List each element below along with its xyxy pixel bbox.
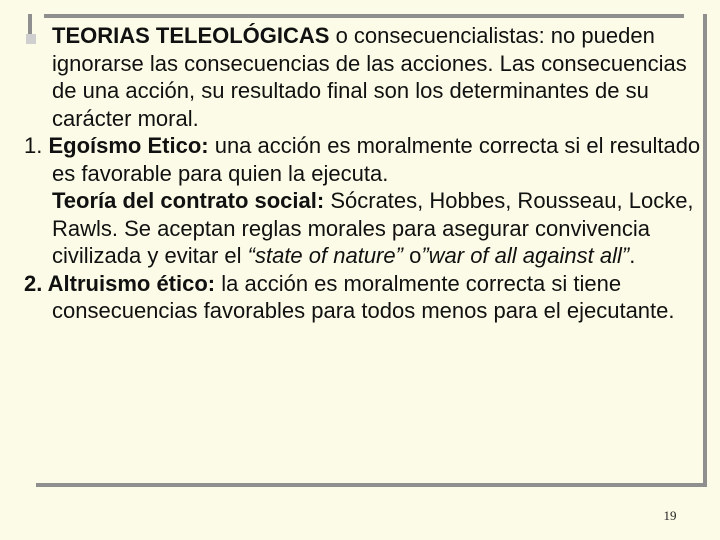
item-altruismo-etico	[24, 270, 714, 325]
contrato-social-paragraph	[52, 187, 714, 270]
contrato-text-1: Sócrates, Hobbes, Rousseau, Locke, Rawls. Se aceptan reglas morales para asegurar convivencia civilizada y evitar el	[52, 188, 694, 268]
intro-term: TEORIAS TELEOLÓGICAS	[52, 23, 330, 48]
item-number: 2.	[24, 270, 48, 296]
intro-text: o consecuencialistas: no pueden ignorarse las consecuencias de las acciones. Las consecuencias de una acción, su resultado final son los determinantes de su carácter moral.	[52, 23, 687, 131]
item-number: 1.	[24, 133, 49, 158]
bottom-rule	[36, 483, 707, 487]
contrato-text-2: o	[402, 243, 422, 268]
intro-paragraph	[52, 22, 714, 132]
item-egoismo-etico	[24, 132, 714, 187]
item-text: la acción es moralmente correcta si tiene consecuencias favorables para todos menos para el ejecutante.	[52, 270, 675, 323]
contrato-text-3: .	[629, 243, 636, 268]
contrato-term: Teoría del contrato social:	[52, 188, 325, 213]
contrato-italic-1: “state of nature”	[247, 243, 403, 268]
top-rule	[44, 14, 684, 18]
item-term: Egoísmo Etico:	[48, 133, 209, 158]
item-term: Altruismo ético:	[47, 270, 216, 296]
contrato-italic-2: ”war of all against all”	[421, 243, 630, 268]
page-number: 19	[663, 508, 677, 523]
item-text: una acción es moralmente correcta si el resultado es favorable para quien la ejecuta.	[52, 133, 701, 186]
slide-body	[24, 22, 714, 325]
